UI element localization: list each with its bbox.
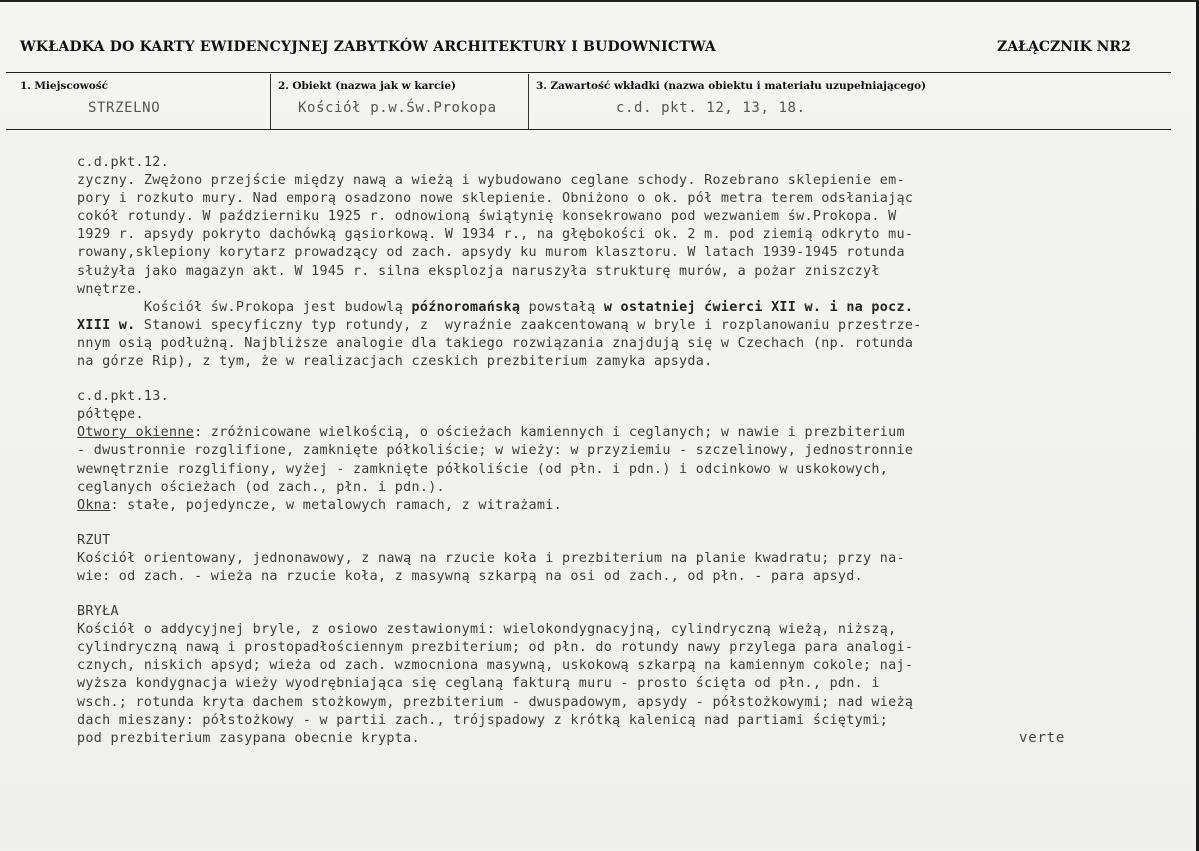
- text-line: półtępe.: [77, 407, 144, 423]
- text-line: ceglanych ościeżach (od zach., płn. i pdn.).: [77, 479, 445, 495]
- text-line: wie: od zach. - wieża na rzucie koła, z masywną szkarpą na osi od zach., od płn. - para apsyd.: [77, 568, 864, 584]
- term-window-openings: Otwory okienne: [77, 425, 195, 441]
- header-rule-top: [6, 72, 1171, 73]
- text-line: wewnętrznie rozglifiony, wyżej - zamknięte półkoliście (od płn. i pdn.) i odcinkowo w uskokowych,: [77, 461, 889, 477]
- emphasis-century: XIII w.: [77, 317, 136, 333]
- term-windows: Okna: [77, 497, 111, 513]
- text-line: zyczny. Zwężono przejście między nawą a wieżą i wybudowano ceglane schody. Rozebrano sklepienie em-: [77, 173, 905, 189]
- field-object-label: 2. Obiekt (nazwa jak w karcie): [278, 80, 456, 92]
- field-object-value: Kościół p.w.Św.Prokopa: [298, 100, 497, 116]
- text-line: pod prezbiterium zasypana obecnie krypta.: [77, 730, 420, 746]
- section-12-heading: c.d.pkt.12.: [77, 155, 169, 170]
- section-bryla-heading: BRYŁA: [77, 604, 119, 620]
- field-contents-label: 3. Zawartość wkładki (nazwa obiektu i materiału uzupełniającego): [536, 80, 927, 92]
- text-line: nnym osią podłużną. Najbliższe analogie dla takiego rozwiązania znajdują się w Czechach (np. rotunda: [77, 335, 914, 351]
- annex-number: ZAŁĄCZNIK NR2: [997, 39, 1131, 55]
- field-locality-value: STRZELNO: [88, 100, 161, 116]
- text-line: 1929 r. apsydy pokryto dachówką gąsiorkową. W 1934 r., na głębokości ok. 2 m. pod ziemią odkryto mu-: [77, 227, 914, 243]
- header-rule-bottom: [6, 129, 1171, 130]
- spacer: [77, 371, 1117, 388]
- field-divider-1: [270, 74, 271, 129]
- spacer: [77, 586, 1117, 603]
- text-line: - dwustronnie rozglifione, zamknięte półkoliście; w wieży: w przyziemiu - szczelinowy, jednostronnie: [77, 443, 914, 459]
- text-line: cokół rotundy. W październiku 1925 r. odnowioną świątynię konsekrowano pod wezwaniem św.Prokopa. W: [77, 209, 897, 225]
- section-rzut-heading: RZUT: [77, 532, 111, 548]
- text-line: wnętrze.: [77, 281, 144, 297]
- emphasis-date: w ostatniej ćwierci XII w. i na pocz.: [603, 299, 914, 315]
- emphasis-style: późnoromańską: [411, 299, 521, 315]
- verte-note: verte: [1019, 730, 1066, 746]
- text-line: na górze Rip), z tym, że w realizacjach czeskich prezbiterium zamyka apsyda.: [77, 354, 713, 370]
- text-line: Okna: stałe, pojedyncze, w metalowych ramach, z witrażami.: [77, 497, 562, 513]
- text-line: wsch.; rotunda kryta dachem stożkowym, prezbiterium - dwuspadowym, apsydy - półstożkowymi; nad wieżą: [77, 694, 914, 710]
- text-line: dach mieszany: półstożkowy - w partii zach., trójspadowy z krótką kalenicą nad partiami ściętymi;: [77, 712, 889, 728]
- text-line: cznych, niskich apsyd; wieża od zach. wzmocniona masywną, uskokową szkarpą na kamiennym cokole; naj-: [77, 658, 914, 674]
- text-line: XIII w. Stanowi specyficzny typ rotundy, z wyraźnie zaakcentowaną w bryle i rozplanowaniu przestrze-: [77, 317, 922, 333]
- text-line: wyższa kondygnacja wieży wyodrębniająca się ceglaną fakturą muru - prosto ścięta od płn., pdn. i: [77, 676, 880, 692]
- text-line: pory i rozkuto mury. Nad emporą osadzono nowe sklepienie. Obniżono o ok. pół metra terem odsłaniając: [77, 191, 914, 207]
- text-line: rowany,sklepiony korytarz prowadzący od zach. apsydy ku murom klasztoru. W latach 1939-1945 rotunda: [77, 245, 905, 261]
- spacer: [77, 515, 1117, 532]
- document-body: [77, 154, 1117, 748]
- text-line: cylindryczną nawą i prostopadłościennym prezbiterium; od płn. do rotundy nawy przylega para analogi-: [77, 640, 914, 656]
- text-line: Kościół o addycyjnej bryle, z osiowo zestawionymi: wielokondygnacyjną, cylindryczną wieżą, niższą,: [77, 622, 897, 638]
- field-contents-value: c.d. pkt. 12, 13, 18.: [616, 100, 806, 116]
- section-13-heading: c.d.pkt.13.: [77, 389, 169, 405]
- field-locality-label: 1. Miejscowość: [20, 80, 109, 92]
- form-title: WKŁADKA DO KARTY EWIDENCYJNEJ ZABYTKÓW ARCHITEKTURY I BUDOWNICTWA: [20, 39, 716, 55]
- text-line: służyła jako magazyn akt. W 1945 r. silna eksplozja naruszyła strukturę murów, a pożar zniszczył: [77, 263, 880, 279]
- text-line: Kościół św.Prokopa jest budowlą późnoromańską powstałą w ostatniej ćwierci XII w. i na pocz.: [77, 299, 914, 315]
- field-divider-2: [528, 74, 529, 129]
- text-line: Otwory okienne: zróżnicowane wielkością, o ościeżach kamiennych i ceglanych; w nawie i prezbiterium: [77, 425, 905, 441]
- text-line: Kościół orientowany, jednonawowy, z nawą na rzucie koła i prezbiterium na planie kwadratu; przy na-: [77, 550, 905, 566]
